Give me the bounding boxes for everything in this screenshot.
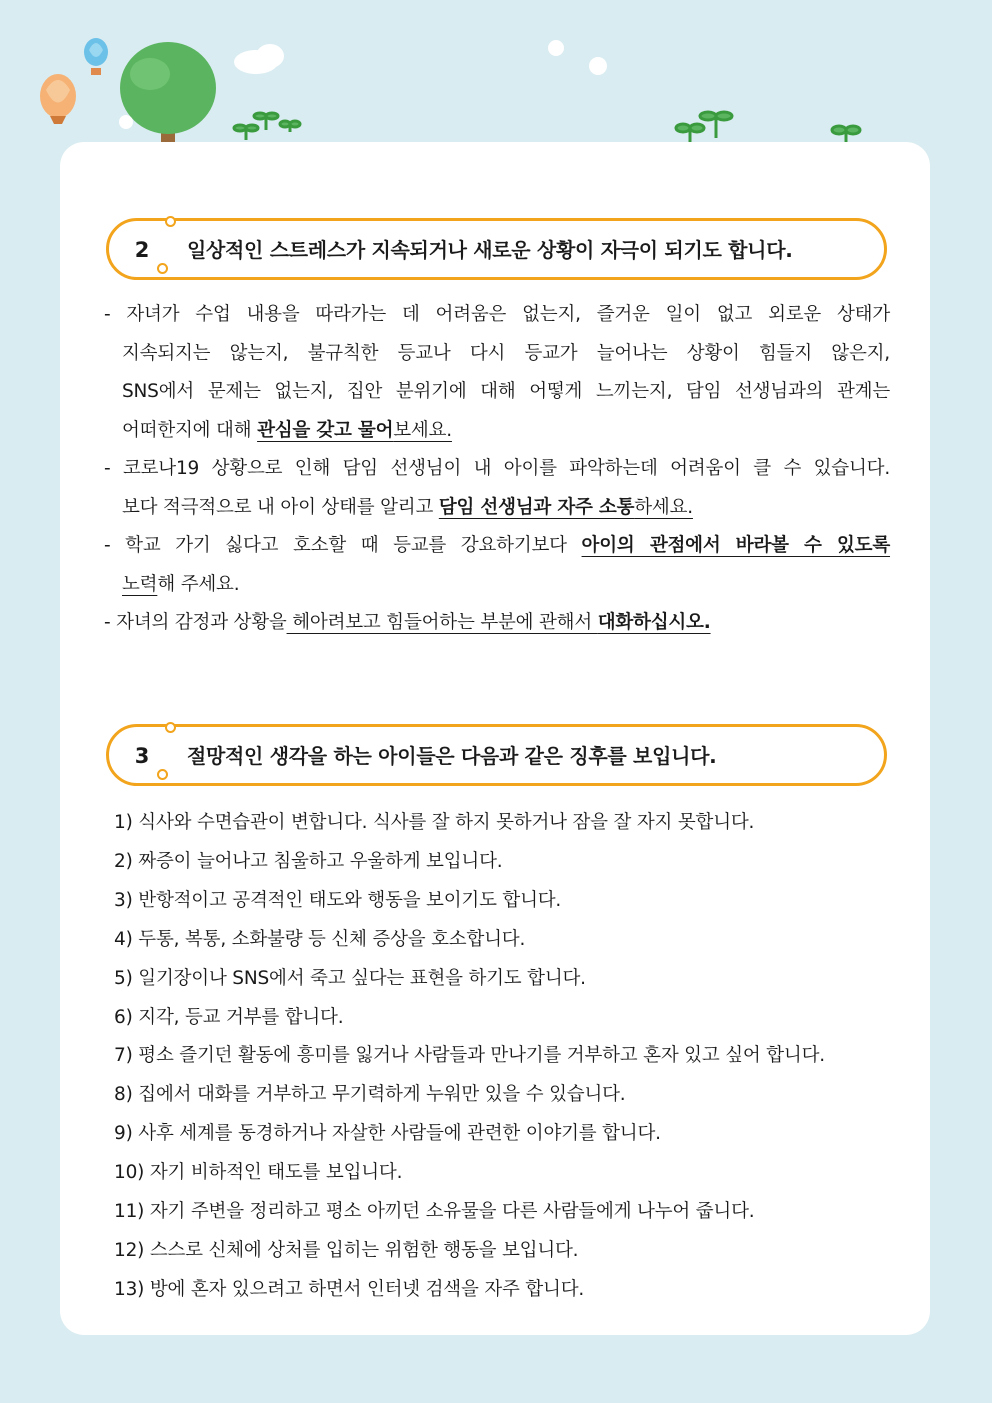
bullet-line: - 학교 가기 싫다고 호소할 때 등교를 강요하기보다 아이의 관점에서 바라볼 수 있도록 bbox=[104, 535, 891, 556]
section-number: 2 bbox=[134, 238, 150, 262]
tree-icon bbox=[120, 42, 216, 142]
list-item: 9) 사후 세계를 동경하거나 자살한 사람들에 관련한 이야기를 합니다. bbox=[114, 1123, 661, 1145]
emphasis-text: 담임 선생님과 자주 소통 bbox=[438, 496, 635, 518]
bullet-line: SNS에서 문제는 없는지, 집안 분위기에 대해 어떻게 느끼는지, 담임 선생님과의 관계는 bbox=[122, 381, 890, 402]
hot-air-balloon-icon bbox=[40, 74, 76, 124]
sprout-icon bbox=[234, 112, 860, 142]
list-item: 3) 반항적이고 공격적인 태도와 행동을 보이기도 합니다. bbox=[114, 889, 562, 911]
list-item: 13) 방에 혼자 있으려고 하면서 인터넷 검색을 자주 합니다. bbox=[114, 1278, 585, 1300]
emphasis-text: 대화하십시오. bbox=[597, 612, 711, 633]
list-item: 5) 일기장이나 SNS에서 죽고 싶다는 표현을 하기도 합니다. bbox=[114, 967, 586, 989]
list-item: 7) 평소 즐기던 활동에 흥미를 잃거나 사람들과 만나기를 거부하고 혼자 있고 싶어 합니다. bbox=[114, 1045, 825, 1067]
decorative-dot bbox=[165, 216, 176, 227]
list-item: 11) 자기 주변을 정리하고 평소 아끼던 소유물을 다른 사람들에게 나누어 줍니다. bbox=[114, 1201, 755, 1223]
list-item: 1) 식사와 수면습관이 변합니다. 식사를 잘 하지 못하거나 잠을 잘 자지 못합니다. bbox=[114, 812, 755, 833]
section-title: 절망적인 생각을 하는 아이들은 다음과 같은 징후를 보입니다. bbox=[187, 744, 717, 768]
bullet-line: 노력해 주세요. bbox=[122, 573, 240, 595]
section-title: 일상적인 스트레스가 지속되거나 새로운 상황이 자극이 되기도 합니다. bbox=[187, 238, 793, 262]
decorative-dot bbox=[157, 263, 168, 274]
bullet-line: 보다 적극적으로 내 아이 상태를 알리고 담임 선생님과 자주 소통하세요. bbox=[122, 496, 693, 518]
bullet-line: 지속되지는 않는지, 불규칙한 등교나 다시 등교가 늘어나는 상황이 힘들지 않은지, bbox=[122, 342, 890, 364]
hot-air-balloon-icon bbox=[84, 38, 108, 75]
emphasis-text: 아이의 관점에서 바라볼 수 있도록 bbox=[581, 535, 891, 556]
decorative-dot bbox=[157, 769, 168, 780]
bullet-line: 어떠한지에 대해 관심을 갖고 물어보세요. bbox=[122, 419, 452, 441]
list-item: 6) 지각, 등교 거부를 합니다. bbox=[114, 1006, 344, 1028]
section-number: 3 bbox=[134, 744, 150, 768]
list-item: 8) 집에서 대화를 거부하고 무기력하게 누워만 있을 수 있습니다. bbox=[114, 1084, 626, 1106]
warning-signs-list bbox=[114, 804, 904, 1310]
header-decoration bbox=[0, 0, 992, 160]
section-3-header bbox=[106, 724, 887, 786]
list-item: 2) 짜증이 늘어나고 침울하고 우울하게 보입니다. bbox=[114, 850, 503, 872]
section-2-body bbox=[104, 296, 890, 643]
list-item: 10) 자기 비하적인 태도를 보입니다. bbox=[114, 1162, 403, 1184]
cloud-icon bbox=[234, 44, 284, 74]
list-item: 4) 두통, 복통, 소화불량 등 신체 증상을 호소합니다. bbox=[114, 928, 526, 950]
list-item: 12) 스스로 신체에 상처를 입히는 위험한 행동을 보입니다. bbox=[114, 1239, 579, 1261]
emphasis-text: 노력 bbox=[122, 573, 158, 595]
decorative-dot bbox=[165, 722, 176, 733]
bullet-line: - 자녀의 감정과 상황을 헤아려보고 힘들어하는 부분에 관해서 대화하십시오. bbox=[104, 612, 711, 633]
emphasis-text: 관심을 갖고 물어 bbox=[257, 419, 394, 441]
bullet-line: - 자녀가 수업 내용을 따라가는 데 어려움은 없는지, 즐거운 일이 없고 외로운 상태가 bbox=[104, 304, 890, 325]
bullet-line: - 코로나19 상황으로 인해 담임 선생님이 내 아이를 파악하는데 어려움이 클 수 있습니다. bbox=[104, 458, 891, 479]
section-2-header bbox=[106, 218, 887, 280]
